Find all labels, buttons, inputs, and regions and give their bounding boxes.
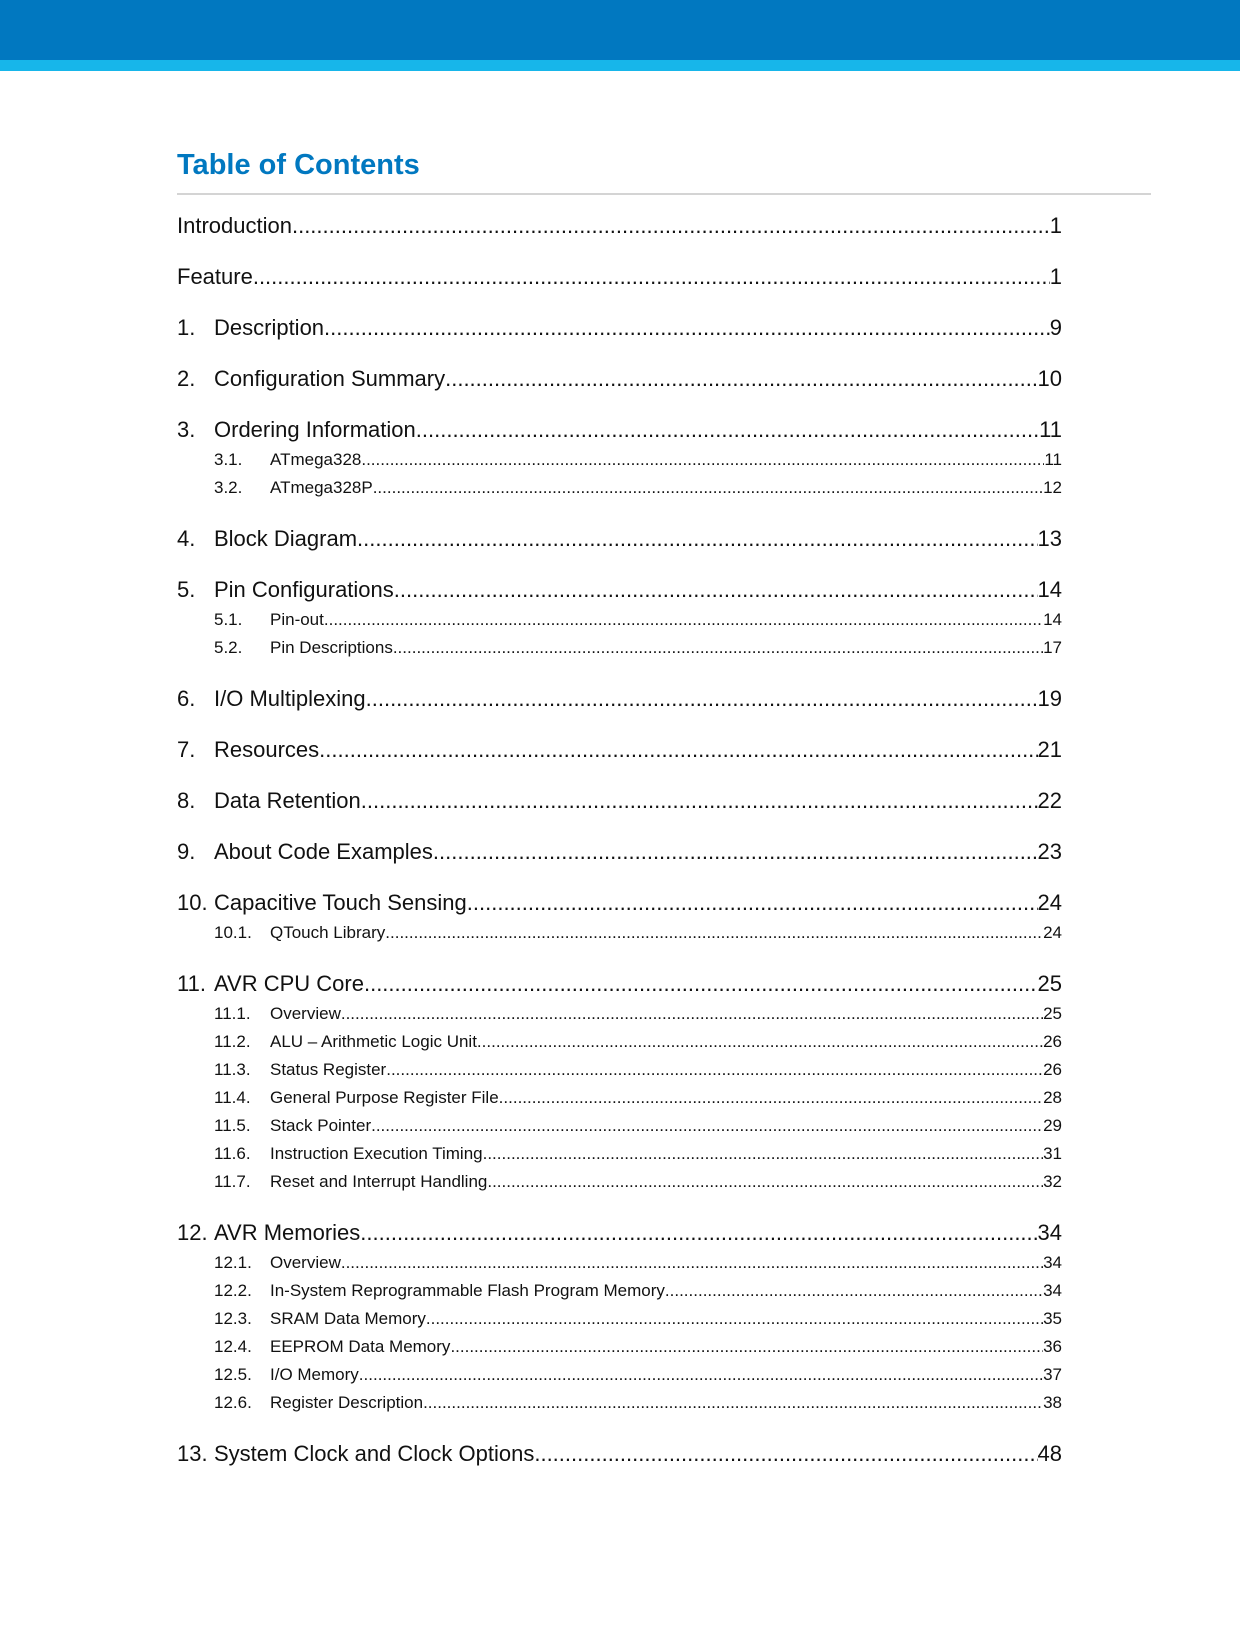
toc-page-number: 38 [1043,1393,1062,1412]
toc-entry-text: Status Register [270,1060,387,1079]
toc-page-number: 29 [1043,1116,1062,1135]
toc-leader-dots [357,522,1037,555]
toc-entry-number: 3.2. [214,478,243,497]
toc-leader-dots [499,1084,1043,1112]
toc-leader-dots [416,413,1039,446]
toc-entry-number: 11.6. [214,1144,251,1163]
toc-page-number: 10 [1037,366,1062,391]
toc-subentry[interactable] [177,1361,1062,1389]
toc-entry[interactable] [177,1216,1062,1249]
toc-leader-dots [394,573,1038,606]
toc-entry-text: ATmega328 [270,450,362,469]
toc-entry[interactable] [177,886,1062,919]
toc-entry-text: I/O Multiplexing [214,686,366,711]
toc-entry-text: Stack Pointer [270,1116,372,1135]
toc-page-number: 24 [1043,923,1062,942]
toc-entry-number: 11.4. [214,1088,251,1107]
toc-subentry[interactable] [177,1000,1062,1028]
toc-entry-number: 5. [177,577,196,602]
toc-subentry[interactable] [177,1333,1062,1361]
toc-container [177,145,1151,1470]
toc-page-number: 14 [1037,577,1062,602]
toc-page-number: 12 [1043,478,1062,497]
toc-entry[interactable] [177,260,1062,293]
toc-entry-title [214,1000,341,1028]
toc-entry[interactable] [177,1437,1062,1470]
toc-page-number: 14 [1043,610,1062,629]
toc-subentry[interactable] [177,1305,1062,1333]
toc-entry-title [177,209,292,242]
toc-subentry[interactable] [177,1084,1062,1112]
toc-entry-text: Reset and Interrupt Handling [270,1172,488,1191]
toc-entry-number: 12.4. [214,1337,252,1356]
toc-entry-title [177,967,364,1000]
toc-entry-number: 4. [177,526,196,551]
toc-entry-number: 3.1. [214,450,243,469]
toc-leader-dots [445,362,1037,395]
toc-leader-dots [483,1140,1043,1168]
toc-page-number: 11 [1039,417,1062,442]
toc-entry-number: 12.2. [214,1281,252,1300]
toc-entry-text: Capacitive Touch Sensing [214,890,467,915]
toc-entry[interactable] [177,682,1062,715]
toc-leader-dots [292,209,1050,242]
toc-entry-title [177,835,433,868]
toc-entry-text: In-System Reprogrammable Flash Program Memory [270,1281,665,1300]
toc-title: Table of Contents [177,149,420,181]
toc-entry-number: 8. [177,788,196,813]
toc-entry-text: Overview [270,1004,341,1023]
toc-entry-title [214,1140,483,1168]
toc-entry-title [214,474,373,502]
toc-page-number: 31 [1043,1144,1062,1163]
toc-entry-title [214,1249,341,1277]
toc-page-number: 35 [1043,1309,1062,1328]
toc-entry-number: 3. [177,417,196,442]
header-band [0,0,1240,60]
toc-entry-text: About Code Examples [214,839,433,864]
toc-leader-dots [324,311,1050,344]
toc-entry-text: SRAM Data Memory [270,1309,426,1328]
toc-entry[interactable] [177,835,1062,868]
toc-subentry[interactable] [177,1140,1062,1168]
toc-entry-title [214,1168,487,1196]
toc-entry-number: 5.1. [214,610,243,629]
toc-entry-title [177,784,361,817]
toc-leader-dots [341,1249,1043,1277]
toc-leader-dots [385,919,1043,947]
toc-entry-text: EEPROM Data Memory [270,1337,451,1356]
toc-subentry[interactable] [177,446,1062,474]
toc-leader-dots [253,260,1050,293]
toc-leader-dots [426,1305,1043,1333]
toc-entry-number: 12.3. [214,1309,252,1328]
toc-entry-text: Pin Configurations [214,577,394,602]
toc-entry-number: 6. [177,686,196,711]
toc-entry-text: ATmega328P [270,478,373,497]
toc-entry-number: 12.1. [214,1253,252,1272]
toc-entry-number: 2. [177,366,196,391]
toc-leader-dots [393,634,1043,662]
toc-page-number: 25 [1037,971,1062,996]
toc-entry[interactable] [177,733,1062,766]
toc-entry-title [177,413,416,446]
toc-entry-title [177,1437,534,1470]
toc-entry-text: Ordering Information [214,417,416,442]
toc-entry-number: 10.1. [214,923,252,942]
toc-entry-number: 1. [177,315,196,340]
toc-subentry[interactable] [177,1028,1062,1056]
toc-entry-text: Overview [270,1253,341,1272]
toc-entry-title [177,362,445,395]
toc-page-number: 36 [1043,1337,1062,1356]
toc-page-number: 48 [1037,1441,1062,1466]
toc-list [177,209,1062,1470]
toc-leader-dots [477,1028,1043,1056]
toc-page-number: 19 [1037,686,1062,711]
header-accent-stripe [0,60,1240,71]
toc-page-number: 28 [1043,1088,1062,1107]
toc-entry-title [177,733,319,766]
toc-page-number: 23 [1037,839,1062,864]
toc-page-number: 25 [1043,1004,1062,1023]
toc-page-number: 9 [1049,315,1062,340]
toc-subentry[interactable] [177,1112,1062,1140]
toc-entry-title [177,886,467,919]
toc-page-number: 26 [1043,1032,1062,1051]
toc-entry-title [177,573,394,606]
toc-leader-dots [386,1056,1043,1084]
toc-page-number: 32 [1043,1172,1062,1191]
toc-page-number: 34 [1043,1253,1062,1272]
toc-leader-dots [361,784,1038,817]
toc-leader-dots [360,1216,1037,1249]
toc-entry-title [214,446,361,474]
toc-leader-dots [423,1389,1043,1417]
toc-leader-dots [366,682,1038,715]
toc-entry-text: System Clock and Clock Options [214,1441,535,1466]
toc-entry-number: 11. [177,971,206,996]
title-divider [177,193,1151,195]
toc-entry-title [214,1084,499,1112]
toc-entry-number: 11.1. [214,1004,251,1023]
toc-subentry[interactable] [177,1389,1062,1417]
toc-subentry[interactable] [177,1168,1062,1196]
toc-entry-title [214,919,385,947]
toc-entry-number: 10. [177,890,208,915]
toc-page-number: 21 [1037,737,1062,762]
toc-leader-dots [487,1168,1043,1196]
toc-entry[interactable] [177,413,1062,446]
toc-entry-text: Instruction Execution Timing [270,1144,483,1163]
toc-page-number: 34 [1037,1220,1062,1245]
toc-page-number: 22 [1037,788,1062,813]
toc-entry-text: QTouch Library [270,923,386,942]
toc-page-number: 26 [1043,1060,1062,1079]
toc-entry-text: ALU – Arithmetic Logic Unit [270,1032,477,1051]
toc-entry-number: 11.5. [214,1116,251,1135]
toc-entry[interactable] [177,209,1062,242]
toc-entry-number: 7. [177,737,196,762]
toc-entry-number: 9. [177,839,196,864]
toc-entry-title [214,1389,423,1417]
toc-page-number: 34 [1043,1281,1062,1300]
toc-entry-title [214,1056,386,1084]
toc-entry-title [214,1028,477,1056]
toc-entry-number: 11.7. [214,1172,251,1191]
toc-entry[interactable] [177,784,1062,817]
toc-subentry[interactable] [177,1056,1062,1084]
toc-entry-text: General Purpose Register File [270,1088,499,1107]
toc-entry[interactable] [177,967,1062,1000]
toc-subentry[interactable] [177,634,1062,662]
toc-leader-dots [450,1333,1043,1361]
toc-entry[interactable] [177,573,1062,606]
toc-leader-dots [534,1437,1037,1470]
toc-entry-title [177,1216,360,1249]
toc-entry-title [177,522,357,555]
toc-leader-dots [319,733,1037,766]
toc-leader-dots [467,886,1038,919]
toc-entry-title [214,1305,426,1333]
toc-subentry[interactable] [177,1249,1062,1277]
toc-entry-text: Pin-out [270,610,324,629]
toc-entry-title [177,682,366,715]
toc-entry-title [214,634,393,662]
toc-page-number: 24 [1037,890,1062,915]
toc-page-number: 11 [1044,450,1062,469]
toc-entry-title [214,1277,665,1305]
toc-page-number: 13 [1037,526,1062,551]
toc-entry-number: 11.3. [214,1060,251,1079]
toc-entry-text: Introduction [177,213,292,238]
toc-entry-text: Block Diagram [214,526,358,551]
toc-entry[interactable] [177,311,1062,344]
toc-leader-dots [373,474,1043,502]
toc-leader-dots [364,967,1038,1000]
toc-entry-number: 12.6. [214,1393,252,1412]
toc-entry-text: Register Description [270,1393,424,1412]
toc-entry[interactable] [177,362,1062,395]
toc-entry-text: Data Retention [214,788,361,813]
toc-page-number: 1 [1049,213,1062,238]
toc-subentry[interactable] [177,919,1062,947]
toc-entry[interactable] [177,522,1062,555]
toc-page-number: 17 [1043,638,1062,657]
toc-subentry[interactable] [177,474,1062,502]
toc-leader-dots [359,1361,1043,1389]
toc-leader-dots [361,446,1044,474]
toc-leader-dots [341,1000,1043,1028]
toc-entry-number: 5.2. [214,638,243,657]
toc-page-number: 1 [1049,264,1062,289]
toc-entry-number: 12. [177,1220,208,1245]
toc-leader-dots [371,1112,1043,1140]
toc-subentry[interactable] [177,1277,1062,1305]
toc-entry-text: Pin Descriptions [270,638,393,657]
toc-entry-title [177,260,253,293]
toc-entry-text: I/O Memory [270,1365,359,1384]
toc-entry-text: AVR Memories [214,1220,361,1245]
toc-entry-title [214,1333,450,1361]
toc-leader-dots [433,835,1038,868]
toc-leader-dots [324,606,1043,634]
toc-entry-text: Resources [214,737,320,762]
toc-entry-text: Description [214,315,325,340]
toc-entry-text: Configuration Summary [214,366,446,391]
toc-entry-number: 13. [177,1441,208,1466]
toc-entry-text: AVR CPU Core [214,971,364,996]
toc-page-number: 37 [1043,1365,1062,1384]
toc-entry-title [214,606,324,634]
toc-leader-dots [665,1277,1043,1305]
toc-entry-text: Feature [177,264,253,289]
toc-subentry[interactable] [177,606,1062,634]
toc-entry-title [214,1361,359,1389]
toc-entry-number: 11.2. [214,1032,251,1051]
toc-entry-title [214,1112,371,1140]
toc-entry-number: 12.5. [214,1365,252,1384]
toc-entry-title [177,311,324,344]
